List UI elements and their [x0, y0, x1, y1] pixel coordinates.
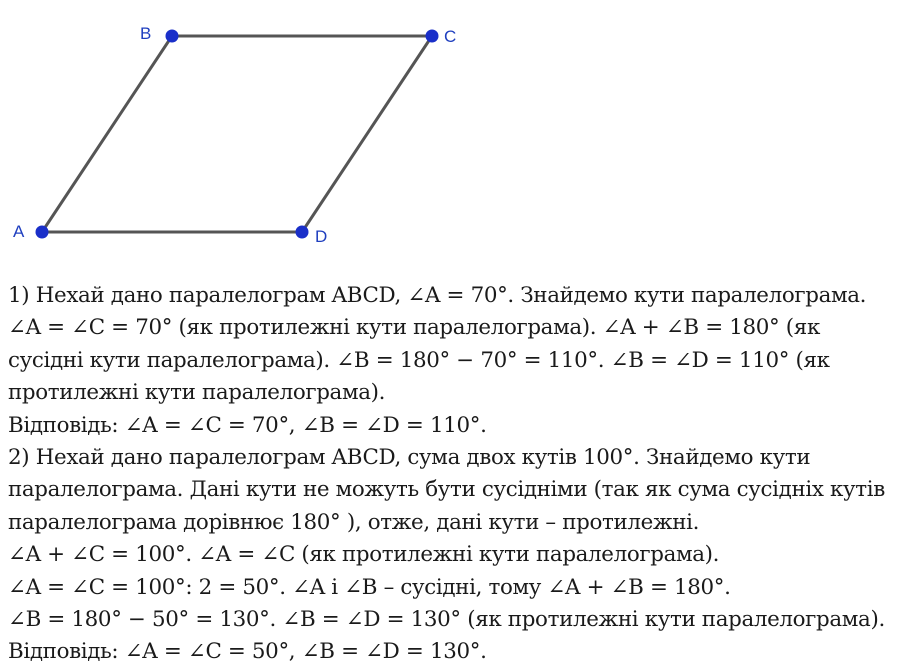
vertex-point-b [166, 30, 179, 43]
solution-line-4: протилежні кути паралелограма). [8, 380, 386, 406]
vertex-label-d: D [315, 227, 328, 246]
solution-line-9: ∠A + ∠C = 100°. ∠A = ∠C (як протилежні кути паралелограма). [8, 542, 720, 568]
vertex-point-d [296, 226, 309, 239]
vertex-label-a: A [13, 222, 25, 241]
vertex-point-a [36, 226, 49, 239]
answer-line-2: Відповідь: ∠A = ∠C = 50°, ∠B = ∠D = 130°. [8, 639, 487, 665]
vertex-point-c [426, 30, 439, 43]
vertex-label-c: C [444, 27, 457, 46]
solution-line-7: паралелограма. Дані кути не можуть бути сусідніми (так як сума сусідніх кутів [8, 477, 885, 503]
solution-line-1: 1) Нехай дано паралелограм ABCD, ∠A = 70°. Знайдемо кути паралелограма. [8, 283, 867, 308]
vertex-label-b: B [140, 24, 152, 43]
solution-line-6: 2) Нехай дано паралелограм ABCD, сума двох кутів 100°. Знайдемо кути [8, 444, 811, 470]
solution-line-8: паралелограма дорівнює 180° ), отже, дані кути – протилежні. [8, 509, 700, 535]
solution-line-11: ∠B = 180° − 50° = 130°. ∠B = ∠D = 130° (як протилежні кути паралелограма). [8, 606, 885, 632]
parallelogram-abcd [42, 36, 432, 232]
solution-line-2: ∠A = ∠C = 70° (як протилежні кути паралелограма). ∠A + ∠B = 180° (як [8, 315, 820, 341]
solution-text [8, 280, 920, 669]
answer-line-1: Відповідь: ∠A = ∠C = 70°, ∠B = ∠D = 110°. [8, 412, 487, 438]
parallelogram-figure [0, 0, 500, 260]
solution-line-3: сусідні кути паралелограма). ∠B = 180° − 70° = 110°. ∠B = ∠D = 110° (як [8, 347, 830, 373]
solution-line-10: ∠A = ∠C = 100°: 2 = 50°. ∠A і ∠B – сусідні, тому ∠A + ∠B = 180°. [8, 574, 731, 600]
